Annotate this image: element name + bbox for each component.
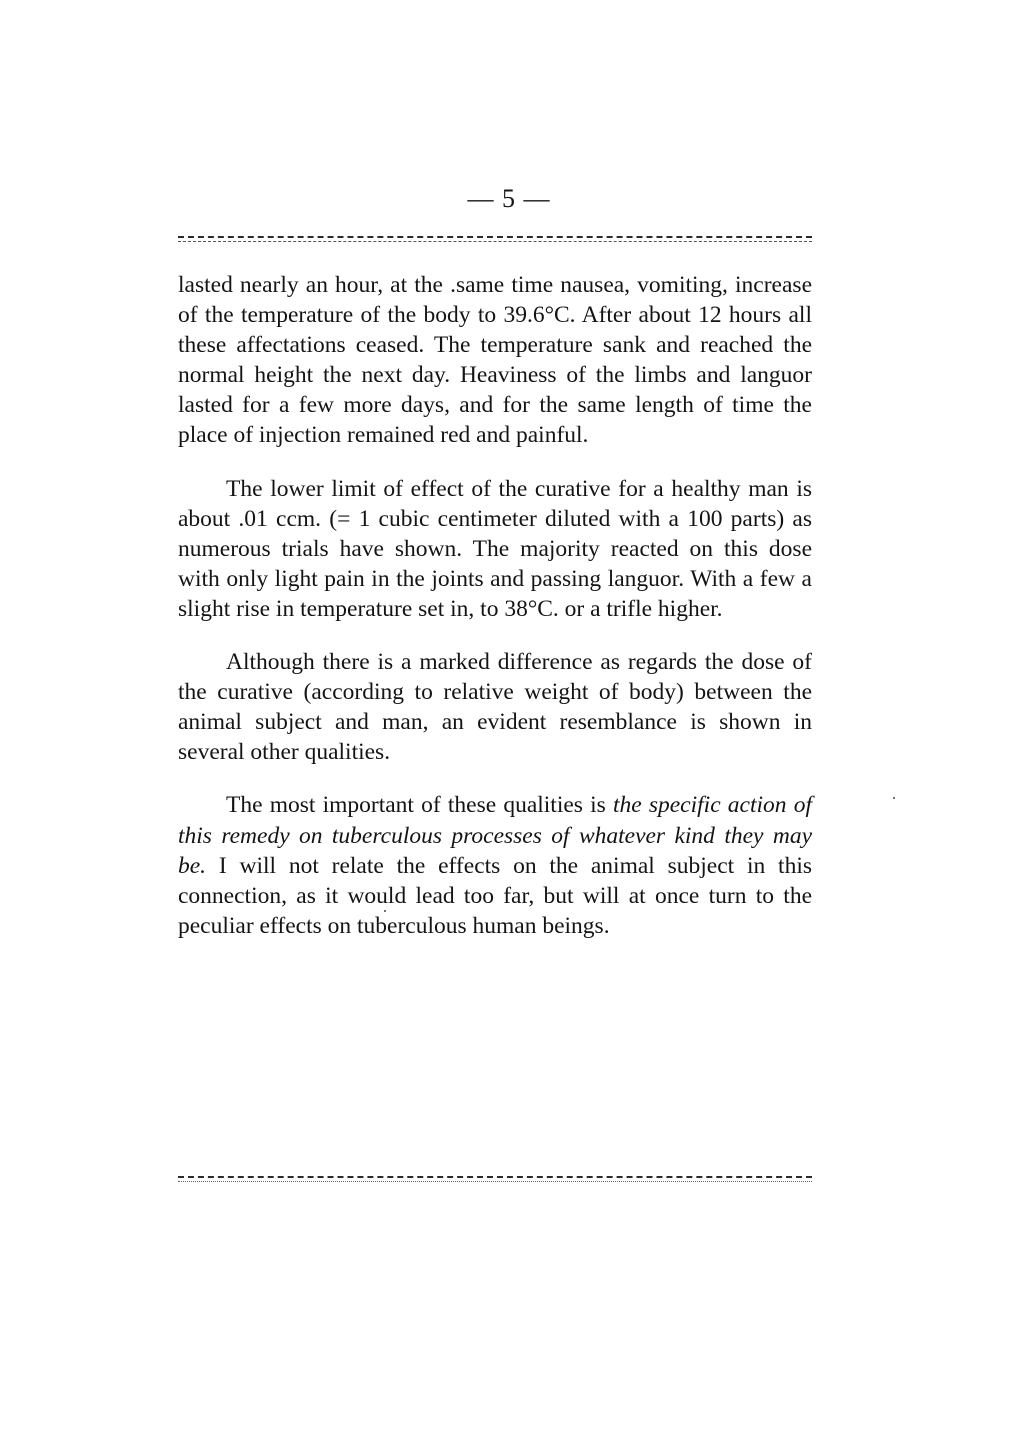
paragraph-resemblance: Although there is a marked difference as regards the dose of the curative (according to relative weight of body) between the animal subject and man, an evident resemblance is shown in several other qualities. (178, 649, 812, 766)
top-rule (178, 236, 812, 238)
paragraph-specific-action-end: I will not relate the effects on the animal subject in this connection, as it would lead too far, but will at once turn to the peculiar effects on tuberculous human beings. (178, 852, 812, 939)
paragraph-specific-action (178, 790, 812, 940)
paragraph-specific-action-start: The most important of these qualities is (226, 792, 613, 819)
body-text (178, 270, 812, 941)
bottom-rule (178, 1176, 812, 1178)
page-number: — 5 — (467, 184, 551, 213)
paragraph-lower-limit: The lower limit of effect of the curative for a healthy man is about .01 ccm. (= 1 cubic centimeter diluted with a 100 parts) as numerous trials have shown. The majority reacted on this dose with only light pain in the joints and passing languor. With a few a slight rise in temperature set in, to 38°C. or a trifle higher. (178, 475, 812, 622)
paragraph-continued: lasted nearly an hour, at the .same time nausea, vomiting, increase of the temperature of the body to 39.6°C. After about 12 hours all these affectations ceased. The temperature sank and reached the normal height the next day. Heaviness of the limbs and languor lasted for a few more days, and for the same length of time the place of injection remained red and painful. (178, 272, 812, 449)
scan-speck (893, 797, 895, 799)
paragraph-specific-action-italic: the specific action of this remedy on tuberculous processes of whatever kind they may be. (178, 792, 812, 879)
scan-speck (384, 910, 386, 912)
